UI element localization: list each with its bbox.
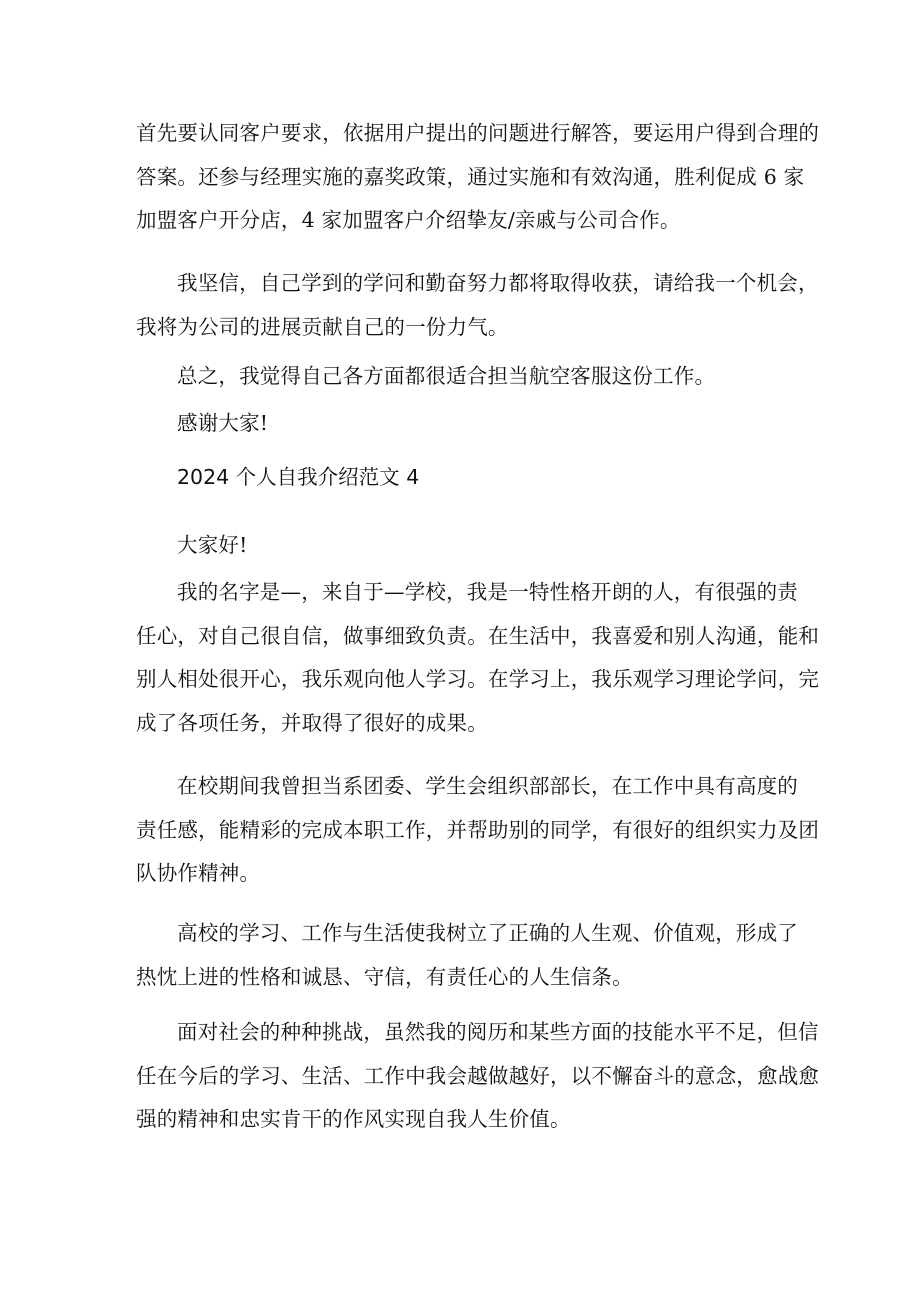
text-line: 任在今后的学习、生活、工作中我会越做越好，以不懈奋斗的意念，愈战愈 [136,1063,820,1088]
text-line: 别人相处很开心，我乐观向他人学习。在学习上，我乐观学习理论学问，完 [136,667,820,691]
text-line: 面对社会的种种挑战，虽然我的阅历和某些方面的技能水平不足，但信 [177,1020,819,1044]
paragraph-customer-service [136,112,820,243]
paragraph-challenges [136,1011,820,1142]
paragraph-thanks [136,402,798,446]
paragraph-values [136,912,798,999]
text-line: 总之，我觉得自己各方面都很适合担当航空客服这份工作。 [177,364,716,388]
paragraph-campus-experience [136,765,820,896]
section-heading: 2024 个人自我介绍范文 4 [177,465,420,489]
text-line: 任心，对自己很自信，做事细致负责。在生活中，我喜爱和别人沟通，能和 [136,623,820,648]
text-line: 加盟客户开分店，4 家加盟客户介绍挚友/亲戚与公司合作。 [136,208,681,232]
text-line: 强的精神和忠实肯干的作风实现自我人生价值。 [136,1107,571,1131]
text-line: 热忱上进的性格和诚恳、守信，有责任心的人生信条。 [136,964,633,989]
text-line: 高校的学习、工作与生活使我树立了正确的人生观、价值观，形成了 [177,921,798,945]
paragraph-belief [136,262,819,349]
text-line: 感谢大家! [177,411,269,435]
text-line: 责任感，能精彩的完成本职工作，并帮助别的同学，有很好的组织实力及团 [136,817,820,842]
text-line: 答案。还参与经理实施的嘉奖政策，通过实施和有效沟通，胜利促成 6 家 [136,164,805,189]
paragraph-introduction [136,571,820,745]
text-line: 首先要认同客户要求，依据用户提出的问题进行解答，要运用户得到合理的 [136,121,820,145]
text-line: 我坚信，自己学到的学问和勤奋努力都将取得收获，请给我一个机会， [177,271,819,295]
paragraph-greeting [136,524,798,568]
text-line: 成了各项任务，并取得了很好的成果。 [136,710,488,735]
text-line: 我将为公司的进展贡献自己的一份力气。 [136,314,509,339]
text-line: 大家好! [177,533,248,557]
text-line: 我的名字是—，来自于—学校，我是一特性格开朗的人，有很强的责 [177,580,798,604]
text-line: 在校期间我曾担当系团委、学生会组织部部长，在工作中具有高度的 [177,774,798,798]
paragraph-summary [136,355,798,399]
text-line: 队协作精神。 [136,861,261,885]
